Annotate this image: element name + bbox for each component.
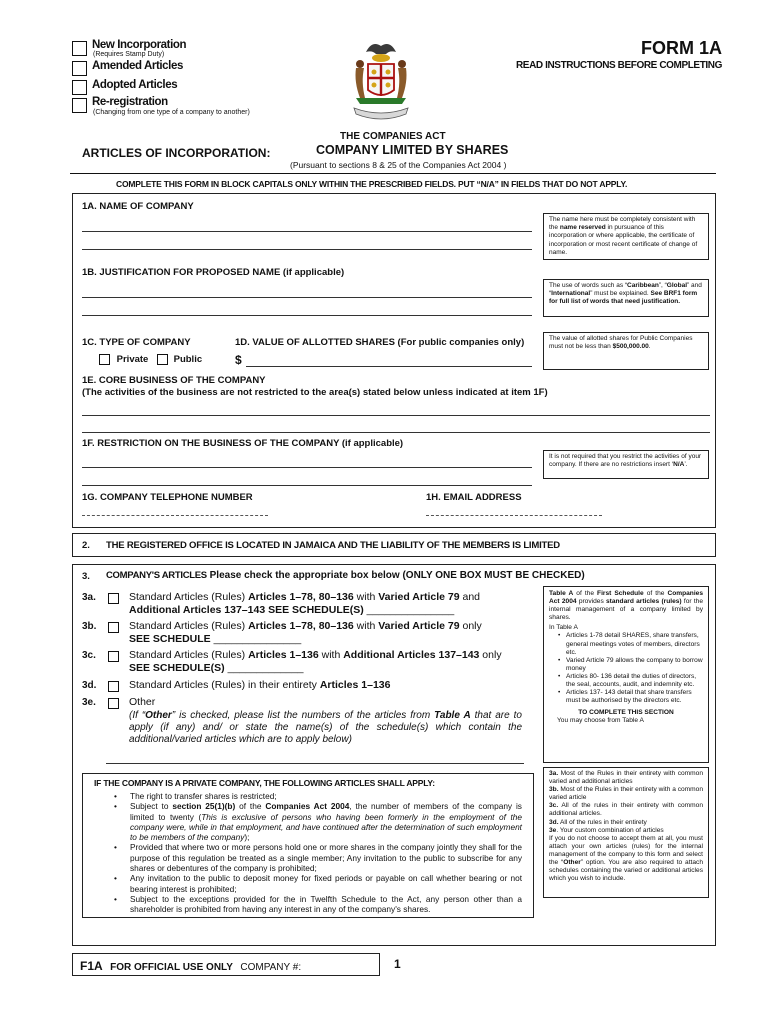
core-business-input-line-2[interactable] — [82, 432, 710, 433]
option-3b-checkbox[interactable] — [108, 622, 119, 633]
other-articles-input-line[interactable] — [106, 763, 524, 764]
option-3a-blank[interactable]: _______________ — [363, 604, 455, 616]
header-rule — [70, 173, 716, 174]
jn-t2: ”, “ — [658, 282, 667, 289]
sn2-tail-t1: If you do not choose to accept them at all, you must attach your own articles (rules) for the internal management of the company to this form and select the “ — [549, 834, 703, 867]
other-b1: Other — [145, 710, 172, 721]
dollar-sign: $ — [235, 353, 242, 367]
article-option-3e[interactable] — [82, 696, 522, 746]
option-3c-schedule: SEE SCHEDULE(S) — [129, 662, 225, 674]
section-3-number: 3. — [82, 571, 90, 582]
other-t2: ” is checked, please list the numbers of the articles from — [171, 710, 435, 721]
type-of-company-label: 1C. TYPE OF COMPANY — [82, 337, 191, 348]
sn2-t3: All of the rules in their entirety — [558, 818, 647, 826]
name-note — [543, 213, 709, 260]
justification-note — [543, 279, 709, 317]
ta-t2: of the — [643, 590, 668, 597]
sn2-tail-t2: ” option. You are also required to attach schedules containing the varied or additional articles which you wish to include. — [549, 859, 703, 883]
pa4-t1: Subject to the exceptions provided for the in Twelfth Schedule to the Act, any person other than a shareholder is prohibited from having any interest in any of the company's shares. — [130, 893, 522, 915]
justification-label: 1B. JUSTIFICATION FOR PROPOSED NAME (if applicable) — [82, 267, 345, 278]
article-option-3a[interactable] — [82, 591, 522, 617]
restriction-input-line-2[interactable] — [82, 485, 532, 486]
allotted-shares-input-line[interactable] — [246, 366, 532, 367]
option-3b-text-b: Articles 1–78, 80–136 — [248, 620, 354, 632]
telephone-input-line[interactable] — [82, 515, 268, 516]
pa1-t3: , the number of members of the company is limited to twenty ( — [130, 801, 522, 822]
option-3e-label: Other — [129, 696, 156, 708]
table-a-note — [543, 586, 709, 763]
official-use-label: FOR OFFICIAL USE ONLY — [110, 962, 233, 973]
section-3-title-bold: COMPANY'S ARTICLES — [106, 570, 207, 581]
choose-from-table-a: You may choose from Table A — [557, 717, 644, 725]
table-a-bullet: • Articles 137- 143 detail that share transfers must be authorised by the directors etc. — [549, 689, 703, 705]
option-adopted-articles[interactable] — [72, 79, 87, 97]
sn2-b2: 3c. — [549, 802, 559, 810]
re-registration-checkbox[interactable] — [72, 98, 87, 113]
pa1-t4: ); — [244, 832, 250, 843]
option-3b-blank[interactable]: _______________ — [210, 633, 302, 645]
restriction-input-line-1[interactable] — [82, 467, 532, 468]
sn2-t1: Most of the Rules in their entirety with a common varied article — [549, 786, 703, 802]
restriction-note — [543, 450, 709, 479]
private-label: Private — [116, 354, 149, 366]
adopted-articles-label: Adopted Articles — [92, 79, 178, 91]
option-3d-id: 3d. — [82, 680, 97, 691]
shares-note — [543, 332, 709, 370]
private-article-item — [108, 842, 522, 873]
table-a-bullet: • Articles 1-78 detail SHARES, share transfers, general meetings votes of members, directors etc. — [549, 632, 703, 656]
option-3a-schedule: Additional Articles 137–143 SEE SCHEDULE(S) — [129, 604, 364, 616]
sn2-t0: Most of the Rules in their entirety with common varied and additional articles — [549, 770, 703, 786]
option-3b-text-a: Standard Articles (Rules) — [129, 620, 249, 632]
section-3-title-rest: Please check the appropriate box below (ONLY ONE BOX MUST BE CHECKED) — [206, 570, 585, 581]
sn2-t2: All of the rules in their entirety with common additional articles. — [549, 802, 703, 818]
jn-t3: ” and “ — [549, 282, 702, 298]
option-amended-articles[interactable] — [72, 60, 87, 78]
shares-note-text: The value of allotted shares for Public Companies must not be less than — [549, 335, 693, 351]
option-re-registration[interactable] — [72, 97, 87, 115]
re-registration-sub: (Changing from one type of a company to another) — [93, 109, 250, 116]
option-3e-id: 3e. — [82, 697, 96, 708]
option-3c-text-d: Additional Articles 137–143 — [343, 649, 480, 661]
articles-title: ARTICLES OF INCORPORATION: — [82, 146, 271, 160]
other-b2: Table A — [434, 710, 471, 721]
option-3a-text-e: and — [459, 591, 481, 603]
ta-t3: provides — [576, 598, 606, 606]
company-number-label[interactable]: COMPANY #: — [240, 962, 302, 973]
option-3a-text-b: Articles 1–78, 80–136 — [248, 591, 354, 603]
table-a-bullet: • Articles 80- 136 detail the duties of directors, the seal, accounts, audit, and indemnity etc. — [549, 673, 703, 689]
jn-t4: ” must be explained. — [590, 290, 651, 298]
option-3c-text-b: Articles 1–136 — [248, 649, 319, 661]
other-instructions — [129, 710, 522, 746]
ta-b1: Table A — [549, 590, 574, 597]
name-of-company-input-line-2[interactable] — [82, 249, 532, 250]
pa2-t1: Provided that where two or more persons hold one or more shares in the company jointly they shall for the purpose of this regulation be treated as a single member; Any invitation to the public to subscribe for any shares or debentures of the company is prohibited; — [130, 842, 522, 874]
pa1-i1: This is exclusive of persons who having been formerly in the employment of the company were, while in that employment, and have continued after the determination of such employment to be members of the company — [130, 811, 522, 843]
justification-input-line-2[interactable] — [82, 315, 532, 316]
ta-b2: First Schedule — [597, 590, 644, 597]
option-3a-text-c: with — [353, 591, 379, 603]
private-company-title: IF THE COMPANY IS A PRIVATE COMPANY, THE FOLLOWING ARTICLES SHALL APPLY: — [94, 778, 435, 788]
name-note-bold: name reserved — [559, 224, 606, 232]
restriction-note-bold: N/A — [673, 461, 685, 469]
act-title: THE COMPANIES ACT — [340, 131, 446, 142]
read-instructions: READ INSTRUCTIONS BEFORE COMPLETING — [515, 60, 722, 71]
table-a-bullets — [549, 632, 703, 705]
to-complete-heading: TO COMPLETE THIS SECTION — [578, 709, 674, 717]
article-option-3c[interactable] — [82, 649, 522, 675]
jn-b4: See BRF1 form for full list of words that need justification. — [549, 290, 698, 306]
pa1-b1: section 25(1)(b) — [172, 801, 236, 812]
name-note-text: The name here must be completely consistent with the — [549, 216, 696, 232]
jn-b1: Caribbean — [627, 282, 659, 289]
option-3a-id: 3a. — [82, 592, 96, 603]
justification-input-line-1[interactable] — [82, 297, 532, 298]
option-3a-text-d: Varied Article 79 — [378, 591, 460, 603]
public-label: Public — [173, 354, 203, 366]
other-t1: (If “ — [129, 710, 146, 721]
ta-b3: Companies Act 2004 — [549, 590, 703, 606]
option-3b-schedule: SEE SCHEDULE — [129, 633, 211, 645]
ta-t1: of the — [573, 590, 598, 597]
private-article-item — [108, 801, 522, 842]
option-3d-checkbox[interactable] — [108, 681, 119, 692]
name-of-company-label: 1A. NAME OF COMPANY — [82, 201, 194, 212]
pa1-t1: Subject to — [130, 801, 173, 812]
option-3b-text-d: Varied Article 79 — [378, 620, 460, 632]
new-incorporation-label: New Incorporation — [92, 39, 187, 51]
option-3c-checkbox[interactable] — [108, 651, 119, 662]
core-business-sub: (The activities of the business are not restricted to the area(s) stated below unless indicated at item 1F) — [82, 387, 548, 398]
table-a-bullet: • Varied Article 79 allows the company to borrow money — [549, 657, 703, 673]
pa3-t1: Any invitation to the public to deposit money for fixed periods or payable on call whether bearing or not bearing interest is prohibited; — [130, 873, 522, 894]
company-type-title: COMPANY LIMITED BY SHARES — [316, 143, 509, 157]
pa0-t1: The right to transfer shares is restricted; — [130, 791, 277, 801]
other-t3: that are to apply (if any) and/ or state the name(s) of the schedule(s) which contain the additional/varied articles which are to apply below) — [129, 710, 522, 745]
restriction-note-text: It is not required that you restrict the activities of your company. If there are no restrictions insert ‘ — [549, 453, 702, 469]
article-option-3d[interactable] — [82, 679, 522, 692]
option-3c-text-c: with — [318, 649, 344, 661]
core-business-input-line-1[interactable] — [82, 415, 710, 416]
restriction-note-text-2: ’. — [684, 461, 688, 469]
sn2-t4: . Your custom combination of articles — [556, 826, 664, 834]
core-business-label: 1E. CORE BUSINESS OF THE COMPANY — [82, 375, 266, 386]
company-type-options — [99, 354, 202, 365]
pursuant-note: (Pursuant to sections 8 & 25 of the Companies Act 2004 ) — [290, 160, 507, 170]
telephone-label: 1G. COMPANY TELEPHONE NUMBER — [82, 492, 253, 503]
name-of-company-input-line-1[interactable] — [82, 231, 532, 232]
option-3c-text-e: only — [479, 649, 502, 661]
option-3a-text-a: Standard Articles (Rules) — [129, 591, 249, 603]
option-3c-text-a: Standard Articles (Rules) — [129, 649, 249, 661]
adopted-articles-checkbox[interactable] — [72, 80, 87, 95]
option-3b-id: 3b. — [82, 621, 97, 632]
sn2-b4: 3e — [549, 826, 557, 834]
option-new-incorporation[interactable] — [72, 40, 87, 58]
new-incorporation-checkbox[interactable] — [72, 41, 87, 56]
email-label: 1H. EMAIL ADDRESS — [426, 492, 522, 503]
sn2-b1: 3b. — [549, 786, 559, 794]
public-checkbox[interactable] — [157, 354, 168, 365]
page-number: 1 — [394, 957, 401, 971]
sn2-b3: 3d. — [549, 818, 559, 826]
allotted-shares-label: 1D. VALUE OF ALLOTTED SHARES (For public companies only) — [235, 337, 525, 348]
option-3d-text-a: Standard Articles (Rules) in their entirety — [129, 679, 320, 691]
private-article-item — [108, 873, 522, 894]
shares-note-text-2: . — [648, 343, 651, 351]
pa1-t2: of the — [235, 801, 266, 812]
ta-b4: standard articles (rules) — [606, 598, 682, 606]
private-checkbox[interactable] — [99, 354, 110, 365]
registered-office-statement: THE REGISTERED OFFICE IS LOCATED IN JAMAICA AND THE LIABILITY OF THE MEMBERS IS LIMITED — [106, 540, 560, 551]
jn-b2: Global — [666, 282, 688, 289]
option-3e-checkbox[interactable] — [108, 698, 119, 709]
private-article-item — [108, 791, 522, 801]
email-input-line[interactable] — [426, 515, 602, 516]
options-explanation-note — [543, 767, 709, 898]
option-3d-text-b: Articles 1–136 — [319, 679, 391, 691]
form-code: F1A — [80, 959, 103, 973]
option-3a-checkbox[interactable] — [108, 593, 119, 604]
amended-articles-checkbox[interactable] — [72, 61, 87, 76]
jn-t1: The use of words such as “ — [549, 282, 628, 289]
coat-of-arms-icon — [350, 38, 412, 126]
section-2-number: 2. — [82, 540, 90, 551]
ta-t4: for the internal management of a company limited by shares. — [549, 598, 703, 622]
jn-b3: International — [551, 290, 591, 298]
block-capitals-instruction: COMPLETE THIS FORM IN BLOCK CAPITALS ONLY WITHIN THE PRESCRIBED FIELDS. PUT “N/A” IN FIELDS THAT DO NOT APPLY. — [116, 179, 628, 189]
sn2-b0: 3a. — [549, 770, 559, 777]
option-3b-text-c: with — [353, 620, 379, 632]
form-title: FORM 1A — [641, 38, 722, 58]
option-3b-text-e: only — [459, 620, 482, 632]
amended-articles-label: Amended Articles — [92, 60, 183, 72]
re-registration-label: Re-registration — [92, 96, 168, 108]
option-3c-blank[interactable]: _____________ — [224, 662, 304, 674]
private-article-item — [108, 894, 522, 915]
name-note-text-2: in pursuance of this incorporation or where applicable, the certificate of incorporation or most recent certificate of change of name. — [549, 224, 698, 256]
private-company-articles — [108, 791, 522, 915]
sn2-tail-b1: Other — [563, 859, 581, 867]
option-3c-id: 3c. — [82, 650, 96, 661]
section-3-title — [106, 570, 585, 581]
new-incorporation-sub: (Requires Stamp Duty) — [93, 51, 165, 58]
shares-note-bold: $500,000.00 — [612, 343, 649, 351]
pa1-b2: Companies Act 2004 — [265, 801, 350, 812]
official-use-row — [80, 957, 301, 975]
in-table-a: In Table A — [549, 624, 578, 632]
restriction-label: 1F. RESTRICTION ON THE BUSINESS OF THE COMPANY (if applicable) — [82, 438, 404, 449]
article-option-3b[interactable] — [82, 620, 522, 646]
